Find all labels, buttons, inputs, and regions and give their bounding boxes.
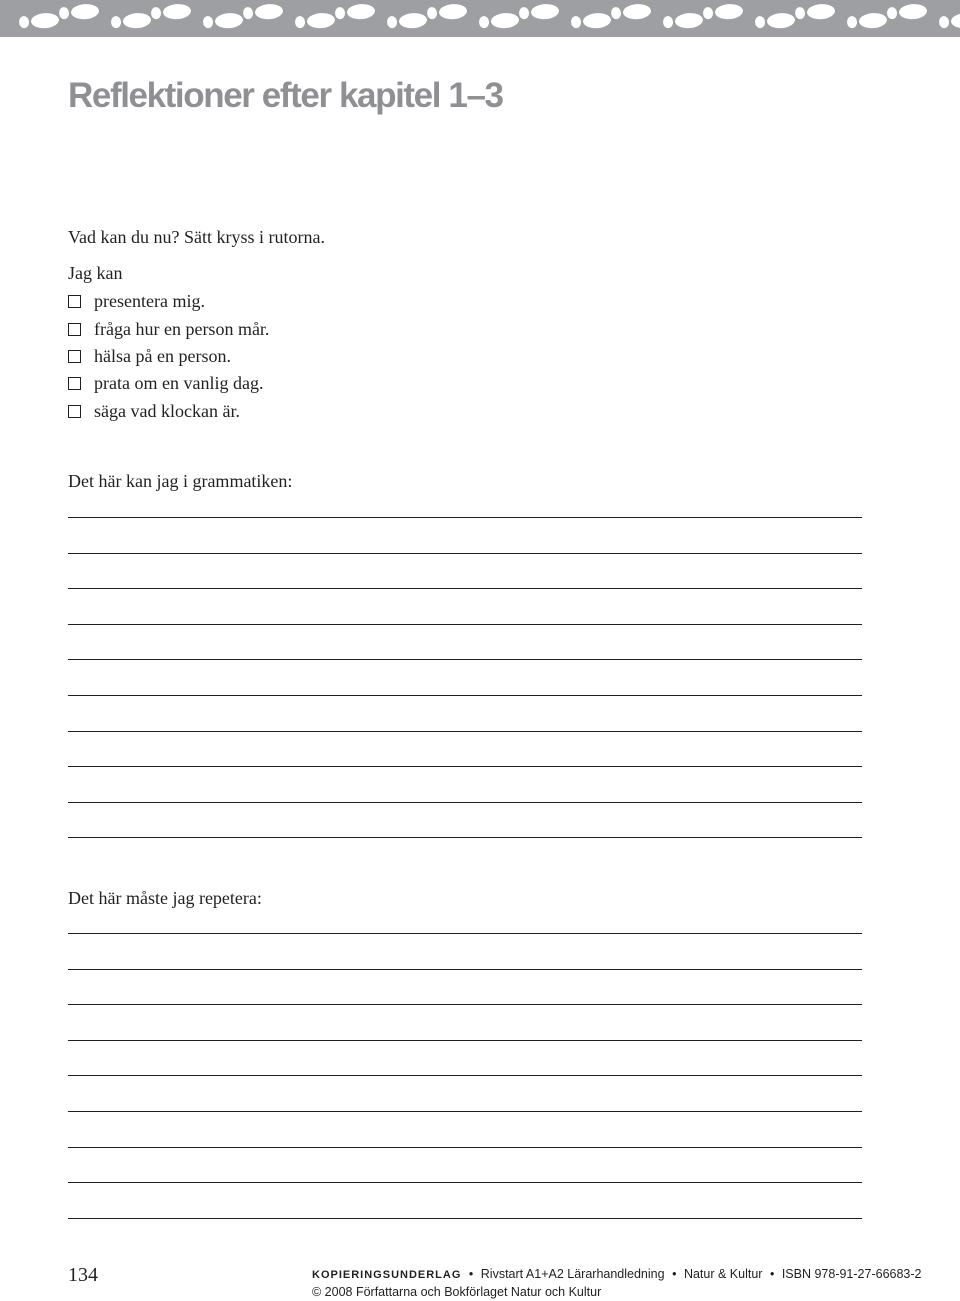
footprint-icon	[427, 3, 468, 21]
writing-line[interactable]	[68, 1218, 862, 1219]
checklist-item-label: hälsa på en person.	[94, 345, 231, 366]
footer-line-1	[312, 1266, 922, 1284]
footprint-icon	[571, 12, 612, 30]
writing-line[interactable]	[68, 659, 862, 660]
checklist-item	[68, 288, 269, 315]
writing-line[interactable]	[68, 1147, 862, 1148]
writing-line[interactable]	[68, 1182, 862, 1183]
header-band	[0, 0, 960, 37]
writing-line[interactable]	[68, 969, 862, 970]
checkbox[interactable]	[68, 350, 81, 363]
footer-copyright: © 2008 Författarna och Bokförlaget Natur och Kultur	[312, 1285, 602, 1299]
footprint-icon	[663, 12, 704, 30]
footer-label: KOPIERINGSUNDERLAG	[312, 1269, 462, 1281]
checkbox[interactable]	[68, 405, 81, 418]
checklist-heading: Jag kan	[68, 263, 123, 283]
footprint-icon	[387, 12, 428, 30]
writing-line[interactable]	[68, 731, 862, 732]
writing-line[interactable]	[68, 766, 862, 767]
footprint-icon	[111, 12, 152, 30]
page-number: 134	[68, 1264, 98, 1286]
writing-line[interactable]	[68, 1075, 862, 1076]
footer-bullet: •	[468, 1267, 474, 1281]
footprint-icon	[203, 12, 244, 30]
writing-line[interactable]	[68, 933, 862, 934]
footprint-icon	[795, 3, 836, 21]
footprints-decoration	[0, 0, 960, 37]
writing-line[interactable]	[68, 837, 862, 838]
footprint-icon	[887, 3, 928, 21]
writing-line[interactable]	[68, 1111, 862, 1112]
footprint-icon	[151, 3, 192, 21]
checklist-item-label: presentera mig.	[94, 291, 205, 312]
writing-line[interactable]	[68, 1040, 862, 1041]
footprint-icon	[519, 3, 560, 21]
writing-line[interactable]	[68, 695, 862, 696]
writing-line[interactable]	[68, 802, 862, 803]
footprint-icon	[59, 3, 100, 21]
footprint-icon	[611, 3, 652, 21]
footprint-icon	[755, 12, 796, 30]
footer-book: Rivstart A1+A2 Lärarhandledning	[480, 1267, 665, 1281]
footer-bullet: •	[769, 1267, 775, 1281]
page-title: Reflektioner efter kapitel 1–3	[68, 76, 503, 115]
footprint-icon	[243, 3, 284, 21]
checklist-item	[68, 343, 269, 370]
footer-bullet: •	[672, 1267, 677, 1281]
footprint-icon	[295, 12, 336, 30]
review-prompt: Det här måste jag repetera:	[68, 888, 262, 908]
checkbox[interactable]	[68, 323, 81, 336]
footprint-icon	[939, 12, 960, 30]
footprint-icon	[19, 12, 60, 30]
checkbox[interactable]	[68, 295, 81, 308]
writing-line[interactable]	[68, 588, 862, 589]
checklist-item	[68, 398, 269, 425]
footprint-icon	[479, 12, 520, 30]
footprint-icon	[847, 12, 888, 30]
footer-isbn: ISBN 978-91-27-66683-2	[781, 1267, 922, 1281]
writing-line[interactable]	[68, 624, 862, 625]
grammar-prompt: Det här kan jag i grammatiken:	[68, 471, 293, 491]
writing-line[interactable]	[68, 1004, 862, 1005]
checklist-item-label: prata om en vanlig dag.	[94, 373, 264, 394]
writing-line[interactable]	[68, 517, 862, 518]
checklist-item-label: fråga hur en person mår.	[94, 318, 270, 339]
writing-line[interactable]	[68, 553, 862, 554]
intro-text: Vad kan du nu? Sätt kryss i rutorna.	[68, 227, 325, 247]
checklist-item-label: säga vad klockan är.	[94, 400, 240, 421]
footprint-icon	[335, 3, 376, 21]
checklist-item	[68, 315, 269, 342]
checkbox[interactable]	[68, 377, 81, 390]
checklist	[68, 288, 269, 425]
footer	[312, 1266, 922, 1301]
checklist-item	[68, 370, 269, 397]
footer-publisher: Natur & Kultur	[683, 1267, 763, 1281]
footprint-icon	[703, 3, 744, 21]
